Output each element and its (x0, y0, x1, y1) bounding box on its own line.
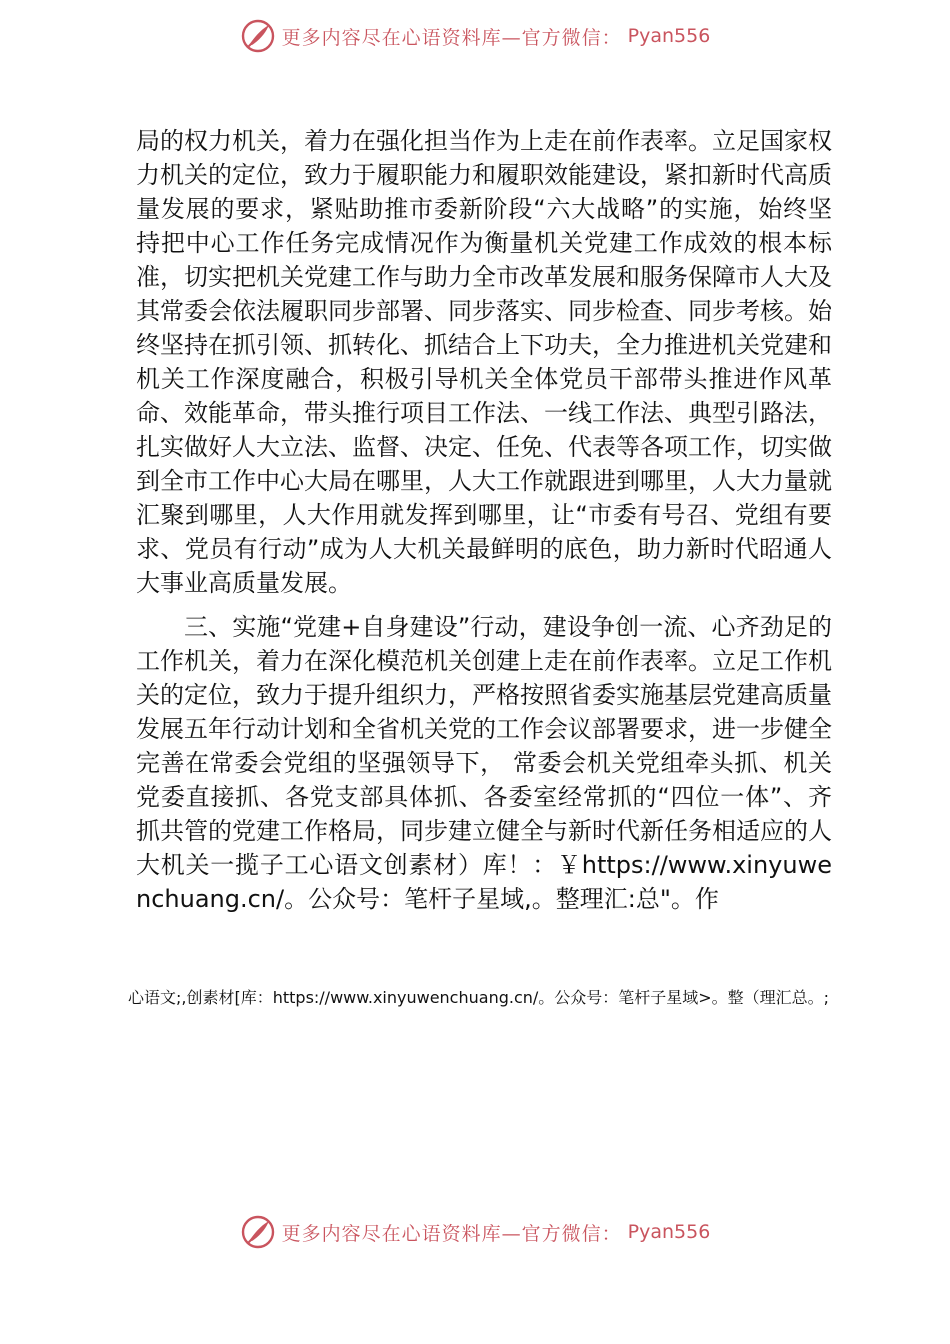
watermark-note: 心语文;,创素材[库：https://www.xinyuwenchuang.cn/。公众号：笔杆子星域>。整（理汇总。; (128, 988, 830, 1007)
wechat-id: Pyan556 (627, 1221, 711, 1243)
banner-text: 更多内容尽在心语资料库—官方微信： (281, 1222, 622, 1245)
paragraph-2: 三、实施“党建+自身建设”行动，建设争创一流、心齐劲足的工作机关，着力在深化模范机关创建上走在前作表率。立足工作机关的定位，致力于提升组织力，严格按照省委实施基层党建高质量发展五年行动计划和全省机关党的工作会议部署要求，进一步健全完善在常委会党组的坚强领导下， 常委会机关党组牵头抓、机关党委直接抓、各党支部具体抓、各委室经常抓的“四位一体”、齐抓共管的党建工作格局，同步建立健全与新时代新任务相适应的人大机关一揽子工心语文创素材）库！：￥https://www.xinyuwenchuang.cn/。公众号：笔杆子星域,。整理汇:总"。作 (136, 613, 832, 913)
quill-pen-logo-icon (240, 18, 276, 54)
banner-text: 更多内容尽在心语资料库—官方微信： (281, 26, 622, 49)
document-body (136, 124, 832, 916)
footer-banner (0, 1210, 950, 1254)
paragraph-1: 局的权力机关，着力在强化担当作为上走在前作表率。立足国家权力机关的定位，致力于履职能力和履职效能建设，紧扣新时代高质量发展的要求，紧贴助推市委新阶段“六大战略”的实施，始终坚持把中心工作任务完成情况作为衡量机关党建工作成效的根本标准，切实把机关党建工作与助力全市改革发展和服务保障市人大及其常委会依法履职同步部署、同步落实、同步检查、同步考核。始终坚持在抓引领、抓转化、抓结合上下功夫，全力推进机关党建和机关工作深度融合，积极引导机关全体党员干部带头推进作风革命、效能革命，带头推行项目工作法、一线工作法、典型引路法，扎实做好人大立法、监督、决定、任免、代表等各项工作，切实做到全市工作中心大局在哪里，人大工作就跟进到哪里，人大力量就汇聚到哪里，人大作用就发挥到哪里，让“市委有号召、党组有要求、党员有行动”成为人大机关最鲜明的底色，助力新时代昭通人大事业高质量发展。 (136, 127, 832, 597)
quill-pen-logo-icon (240, 1214, 276, 1250)
wechat-id: Pyan556 (627, 25, 711, 47)
header-banner (0, 14, 950, 58)
